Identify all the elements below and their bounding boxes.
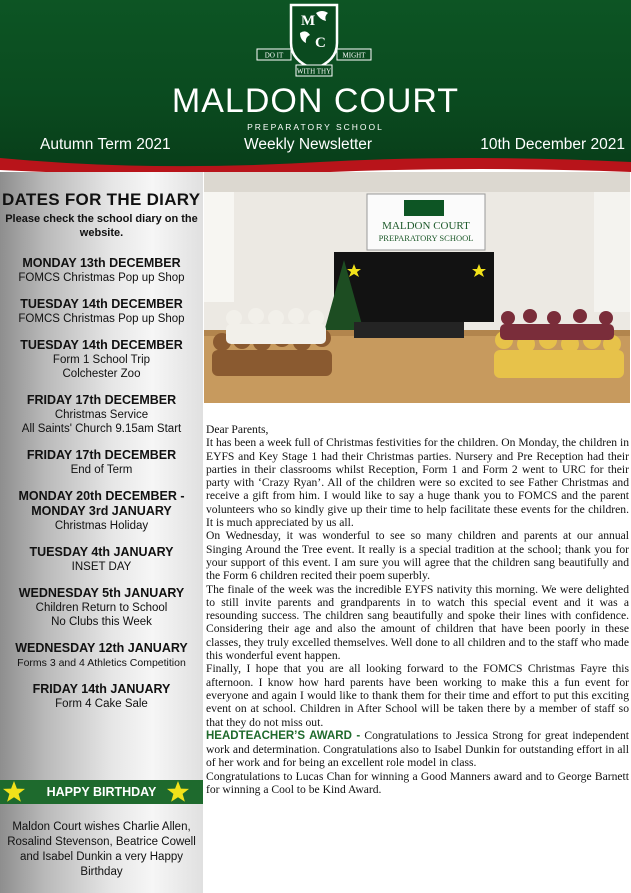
crest-letter-c: C [315,35,326,51]
school-subtitle: PREPARATORY SCHOOL [247,122,384,132]
newsletter-label: Weekly Newsletter [244,136,373,153]
issue-date: 10th December 2021 [480,136,625,153]
letter-paragraph: On Wednesday, it was wonderful to see so many children and parents at our annual Singing Around the Tree event. It really is a special tradition at the school; thank you for your support of this event. I am sure you will agree that the children sang beautifully and the Form 6 children recited their poem superbly. [206,529,629,583]
event-detail: Form 4 Cake Sale [55,698,148,710]
award-heading: HEADTEACHER’S AWARD - [206,729,361,742]
event-day: MONDAY 20th DECEMBER - MONDAY 3rd JANUARY [18,489,185,518]
diary-event [0,545,203,574]
banner-subtitle: PREPARATORY SCHOOL [378,233,474,243]
school-name: MALDON COURT [171,82,460,120]
event-day: FRIDAY 14th JANUARY [32,682,171,696]
letter-paragraph: It has been a week full of Christmas festivities for the children. On Monday, the children in EYFS and Key Stage 1 had their Christmas parties. Nursery and Pre Reception had their parties in their classrooms whilst Reception, Form 1 and Form 2 went to URC for their party with ‘Crazy Ryan’. All of the children were so excited to see Father Christmas and receive a gift from him. I would like to say a huge thank you to FOMCS and the parent volunteers who so kindly give up their time to help facilitate these events for the children. It is much appreciated by us all. [206,436,629,530]
crest-letter-m: M [301,13,316,29]
event-day: MONDAY 13th DECEMBER [22,256,181,270]
crest-motto-bottom: WITH THY [296,67,332,76]
event-detail: Children Return to School [35,602,168,614]
event-detail: End of Term [70,464,133,476]
event-detail: FOMCS Christmas Pop up Shop [18,272,185,284]
letter-paragraph: Congratulations to Lucas Chan for winning a Good Manners award and to George Barnett for winning a Cool to be Kind Award. [206,769,629,797]
diary-title: DATES FOR THE DIARY [2,190,201,209]
banner-title: MALDON COURT [382,220,470,232]
letter-greeting: Dear Parents, [206,423,269,436]
headteacher-letter [206,423,629,796]
birthday-banner [0,780,203,804]
newsletter-header [0,0,631,172]
event-day: TUESDAY 14th DECEMBER [20,297,183,311]
event-day: FRIDAY 17th DECEMBER [26,448,177,462]
diary-event [0,682,203,711]
diary-event [0,256,203,285]
diary-event [0,297,203,326]
event-day: TUESDAY 14th DECEMBER [20,338,183,352]
event-day: WEDNESDAY 12th JANUARY [15,641,188,655]
event-detail: No Clubs this Week [51,616,152,628]
event-detail: All Saints' Church 9.15am Start [21,423,182,435]
award-paragraph [206,729,629,770]
diary-note: Please check the school diary on the website. [5,213,198,239]
event-detail: Forms 3 and 4 Athletics Competition [17,657,186,669]
letter-paragraph: The finale of the week was the incredible EYFS nativity this morning. We were delighted to still invite parents and grandparents in to watch this special event and it was a resounding success. The children sang beautifully and spoke their lines with confidence. Considering their age and also the amount of children that have been poorly in these classes, they truly excelled themselves. Well done to all children and to the staff who made this wonderful event happen. [206,582,629,663]
event-detail: Christmas Holiday [54,520,149,532]
diary-event [0,586,203,629]
term-label: Autumn Term 2021 [40,136,171,153]
school-crest-logo [256,3,372,77]
crest-motto-right: MIGHT [342,51,366,60]
diary-event [0,338,203,381]
diary-event [0,393,203,436]
letter-paragraph: Finally, I hope that you are all looking forward to the FOMCS Christmas Fayre this afternoon. I know how hard parents have been working to make this a fun event for everyone and again I would like to thank them for their time and effort to put this exciting event on at school. Children in After School will be taken there by a member of staff so that they do not miss out. [206,662,629,729]
event-detail: Colchester Zoo [62,368,141,380]
event-day: FRIDAY 17th DECEMBER [26,393,177,407]
birthday-title: HAPPY BIRTHDAY [46,785,157,799]
crest-motto-left: DO IT [264,51,284,60]
star-icon [166,780,190,804]
event-detail: Christmas Service [54,409,149,421]
event-detail: INSET DAY [71,561,132,573]
diary-event [0,641,203,670]
nativity-photo [204,172,630,403]
event-day: TUESDAY 4th JANUARY [29,545,174,559]
event-day: WEDNESDAY 5th JANUARY [18,586,185,600]
hall-scene-illustration [204,172,630,403]
diary-event [0,448,203,477]
award-text: Congratulations to Jessica Strong for great independent work and determination. Congratulations also to Isabel Dunkin for outstanding effort in all of her work and for being an excellent role model in class. [206,728,629,770]
diary-events [0,256,203,723]
birthday-message: Maldon Court wishes Charlie Allen, Rosalind Stevenson, Beatrice Cowell and Isabel Dunkin a very Happy Birthday [7,821,196,878]
event-detail: Form 1 School Trip [52,354,151,366]
event-detail: FOMCS Christmas Pop up Shop [18,313,185,325]
diary-event [0,489,203,533]
